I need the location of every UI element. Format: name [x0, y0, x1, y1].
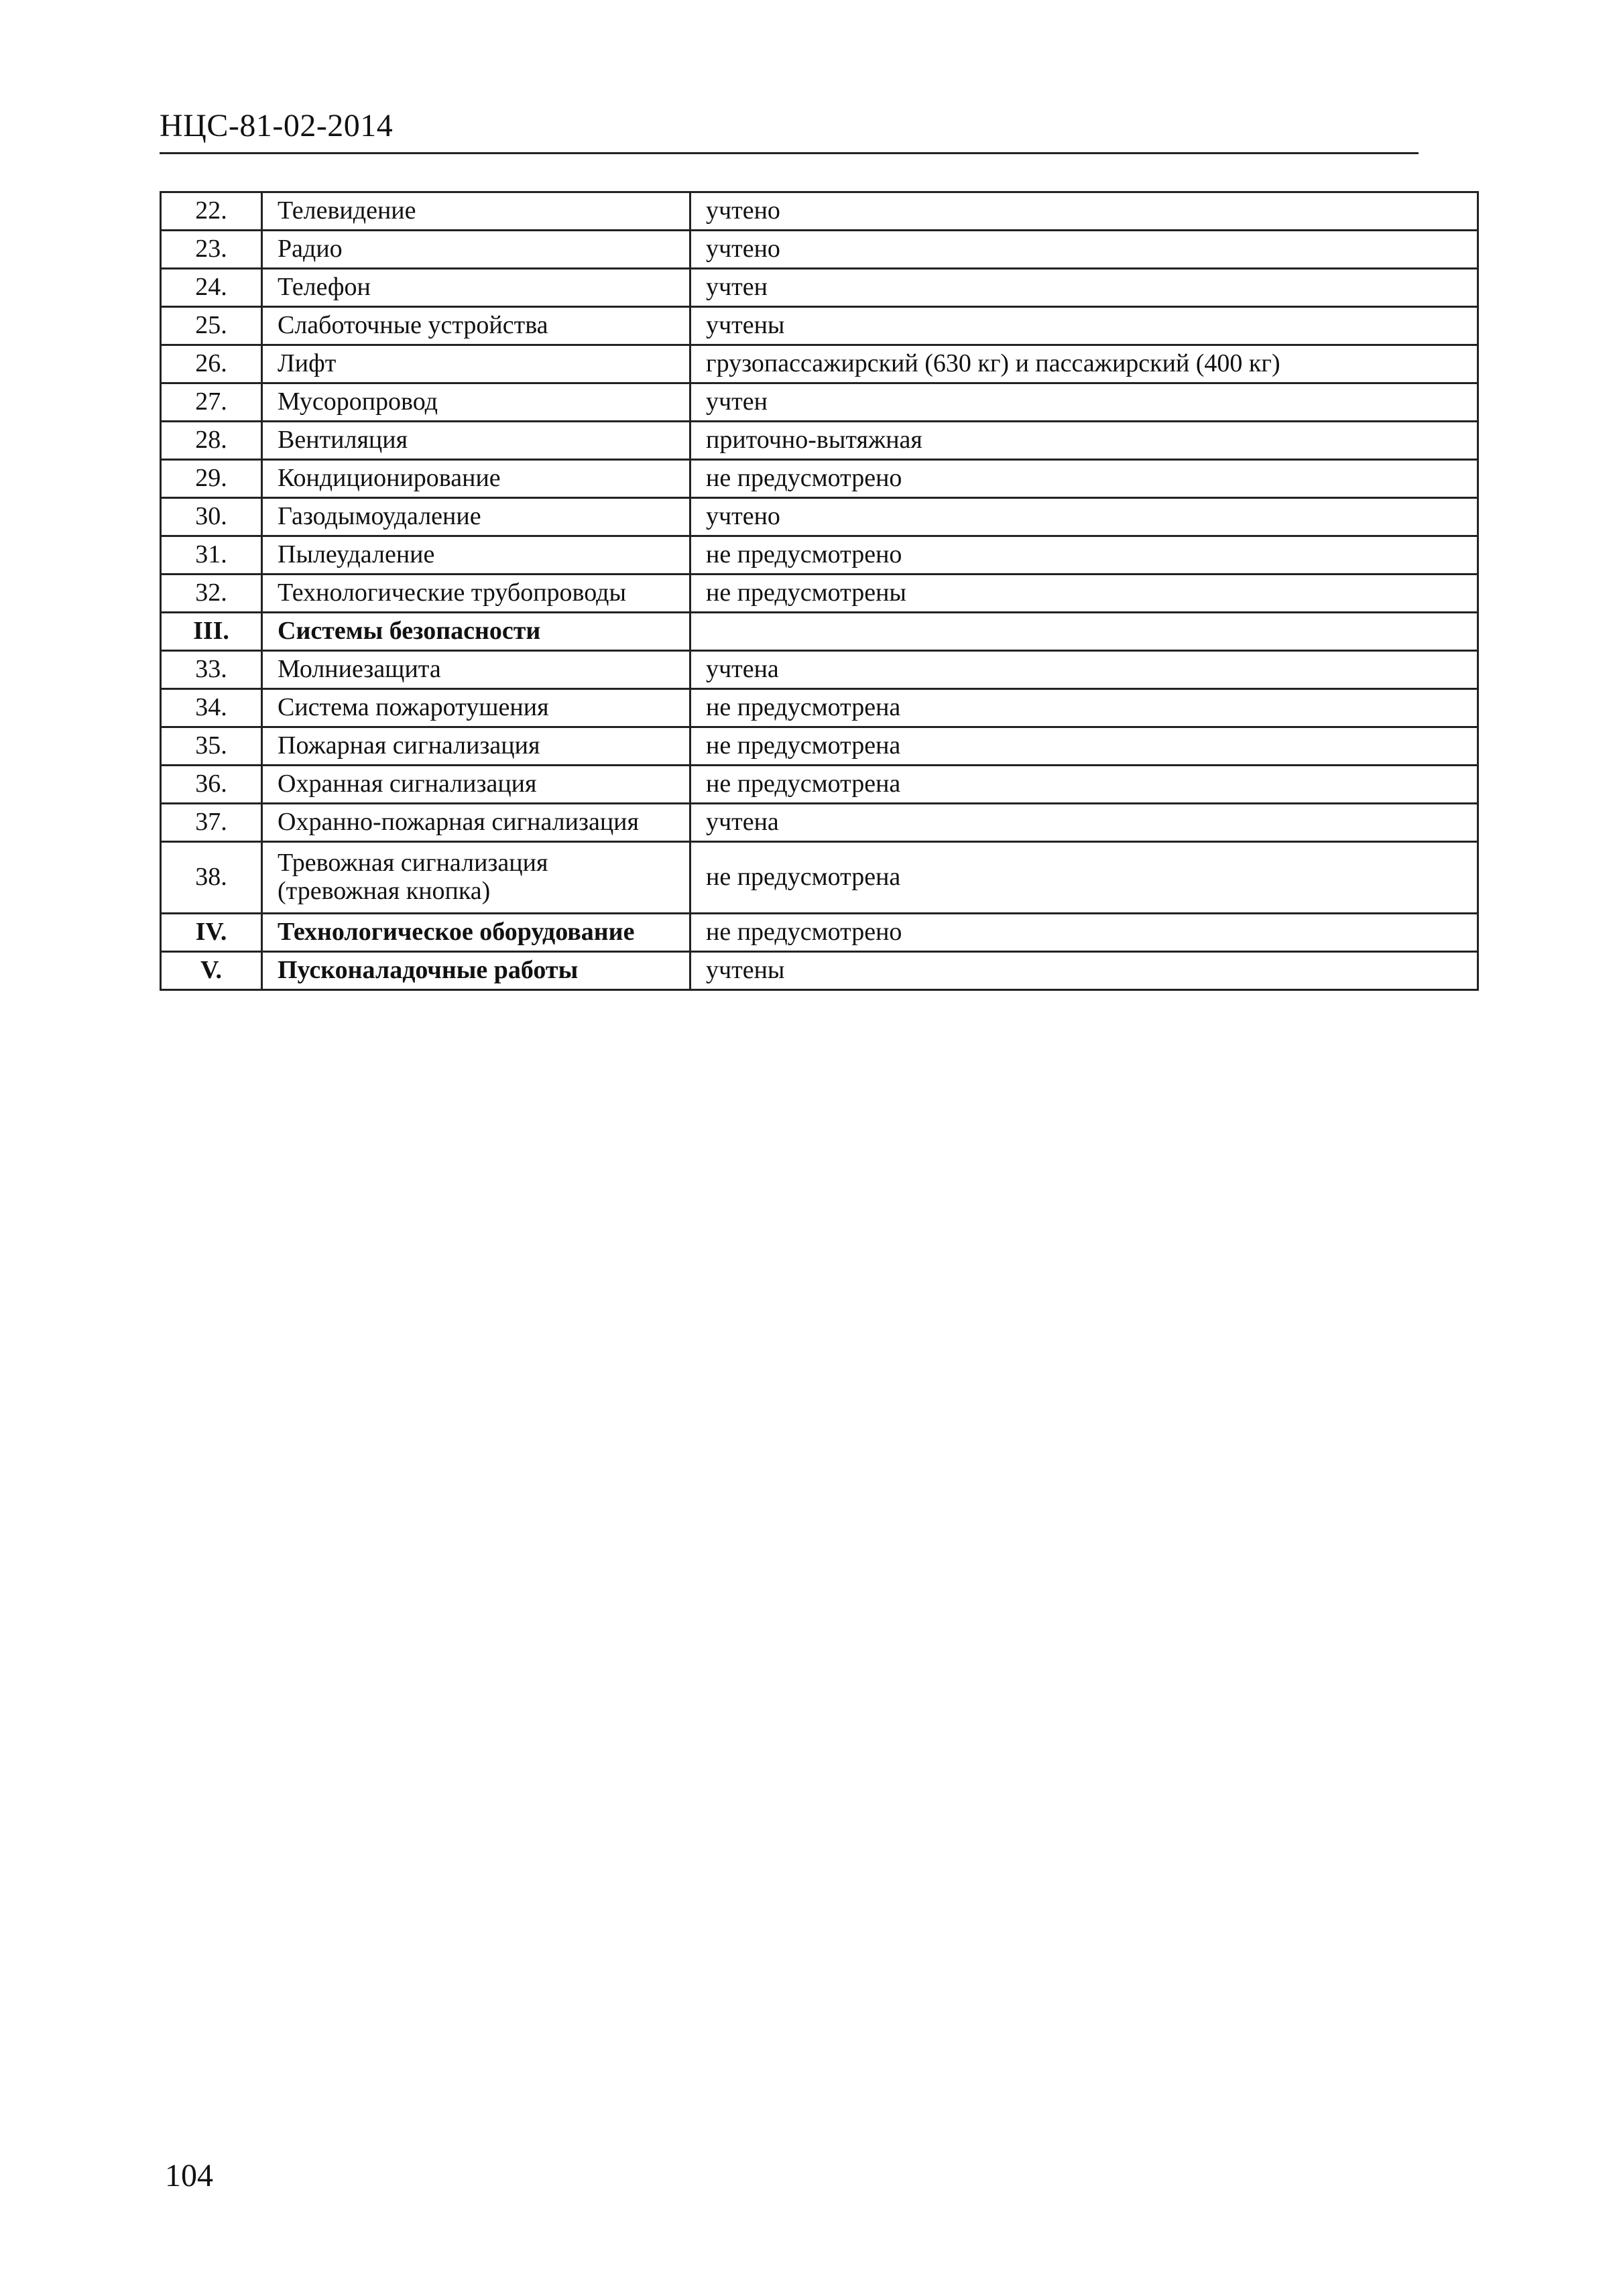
- row-value: не предусмотрена: [690, 689, 1478, 727]
- row-number: 33.: [161, 651, 262, 689]
- row-name: Пожарная сигнализация: [262, 727, 690, 766]
- row-name: Лифт: [262, 345, 690, 383]
- row-number: 32.: [161, 575, 262, 613]
- table-row: [161, 727, 1478, 766]
- table-row: [161, 498, 1478, 536]
- row-number: 27.: [161, 383, 262, 422]
- row-number: 38.: [161, 842, 262, 914]
- row-value: грузопассажирский (630 кг) и пассажирский (400 кг): [690, 345, 1478, 383]
- row-name: Система пожаротушения: [262, 689, 690, 727]
- row-name: Молниезащита: [262, 651, 690, 689]
- row-name: Вентиляция: [262, 422, 690, 460]
- page-number: 104: [165, 2158, 213, 2193]
- table-row: [161, 192, 1478, 231]
- row-value: не предусмотрена: [690, 766, 1478, 804]
- section-value: не предусмотрено: [690, 914, 1478, 952]
- row-value: приточно-вытяжная: [690, 422, 1478, 460]
- row-value: учтена: [690, 804, 1478, 842]
- row-value: учтено: [690, 498, 1478, 536]
- table-row: [161, 842, 1478, 914]
- row-number: 37.: [161, 804, 262, 842]
- row-name-line: Тревожная сигнализация: [278, 849, 548, 878]
- row-name: Кондиционирование: [262, 460, 690, 498]
- row-value: не предусмотрены: [690, 575, 1478, 613]
- row-number: 31.: [161, 536, 262, 575]
- row-number: 35.: [161, 727, 262, 766]
- section-value: [690, 613, 1478, 651]
- row-number: 28.: [161, 422, 262, 460]
- section-title: Системы безопасности: [262, 613, 690, 651]
- section-title: Технологическое оборудование: [262, 914, 690, 952]
- row-number: 26.: [161, 345, 262, 383]
- row-value: не предусмотрено: [690, 460, 1478, 498]
- row-name: Газодымоудаление: [262, 498, 690, 536]
- row-name: Слаботочные устройства: [262, 307, 690, 345]
- row-value: учтены: [690, 307, 1478, 345]
- row-name: Телефон: [262, 269, 690, 307]
- row-number: 29.: [161, 460, 262, 498]
- row-number: 23.: [161, 231, 262, 269]
- row-name: Мусоропровод: [262, 383, 690, 422]
- row-number: 30.: [161, 498, 262, 536]
- row-number: 25.: [161, 307, 262, 345]
- header-rule: [160, 152, 1419, 154]
- row-name: Пылеудаление: [262, 536, 690, 575]
- section-row: [161, 613, 1478, 651]
- section-number: IV.: [161, 914, 262, 952]
- row-value: не предусмотрено: [690, 536, 1478, 575]
- section-number: III.: [161, 613, 262, 651]
- row-name-line: (тревожная кнопка): [278, 877, 491, 905]
- section-row: [161, 952, 1478, 990]
- row-name: Охранно-пожарная сигнализация: [262, 804, 690, 842]
- row-number: 36.: [161, 766, 262, 804]
- table-row: [161, 422, 1478, 460]
- section-row: [161, 914, 1478, 952]
- table-row: [161, 766, 1478, 804]
- table-row: [161, 307, 1478, 345]
- section-number: V.: [161, 952, 262, 990]
- table-row: [161, 345, 1478, 383]
- row-value: учтен: [690, 269, 1478, 307]
- row-name: Охранная сигнализация: [262, 766, 690, 804]
- spec-table: [160, 191, 1479, 991]
- row-name: Телевидение: [262, 192, 690, 231]
- table-row: [161, 460, 1478, 498]
- row-value: учтена: [690, 651, 1478, 689]
- row-name: Технологические трубопроводы: [262, 575, 690, 613]
- table-row: [161, 804, 1478, 842]
- row-value: учтен: [690, 383, 1478, 422]
- row-number: 24.: [161, 269, 262, 307]
- row-name: Радио: [262, 231, 690, 269]
- row-number: 34.: [161, 689, 262, 727]
- table-row: [161, 231, 1478, 269]
- row-name: [262, 842, 690, 914]
- row-value: не предусмотрена: [690, 727, 1478, 766]
- table-row: [161, 269, 1478, 307]
- row-value: не предусмотрена: [690, 842, 1478, 914]
- table-row: [161, 383, 1478, 422]
- table-row: [161, 575, 1478, 613]
- section-title: Пусконаладочные работы: [262, 952, 690, 990]
- table-row: [161, 536, 1478, 575]
- table-row: [161, 689, 1478, 727]
- row-value: учтено: [690, 192, 1478, 231]
- table-row: [161, 651, 1478, 689]
- document-code: НЦС-81-02-2014: [160, 108, 394, 143]
- row-value: учтено: [690, 231, 1478, 269]
- section-value: учтены: [690, 952, 1478, 990]
- row-number: 22.: [161, 192, 262, 231]
